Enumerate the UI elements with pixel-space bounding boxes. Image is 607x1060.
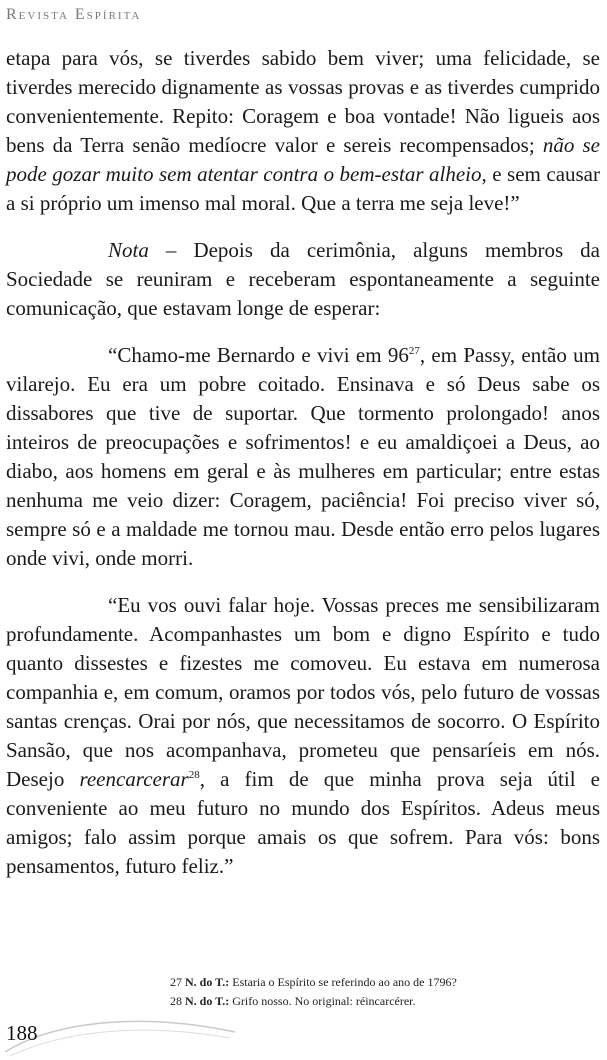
paragraph-note — [6, 236, 600, 323]
footnote-text: Estaria o Espírito se referindo ao ano de 1796? — [229, 975, 457, 989]
paragraph-message-emphasis: reencarcerar — [79, 767, 189, 791]
footnote-label: N. do T.: — [185, 994, 230, 1008]
paragraph-message-text: “Eu vos ouvi falar hoje. Vossas preces me sensibilizaram profundamente. Acompanhastes um bom e digno Espírito e tudo quanto dissestes e fizestes me comoveu. Eu estava em numerosa companhia e, em comum, oramos por todos vós, pelo futuro de vossas santas crenças. Orai por nós, que necessitamos de socorro. O Espírito Sansão, que nos acompanhava, prometeu que pensaríeis em nós. Desejo — [6, 593, 600, 791]
paragraph-bernardo-text-end: , em Passy, então um vilarejo. Eu era um pobre coitado. Ensinava e só Deus sabe os dissabores que tive de suportar. Que tormento prolongado! anos inteiros de preocupações e sofrimentos! e eu amaldiçoei a Deus, ao diabo, aos homens em geral e às mulheres em particular; entre estas nenhuma me veio dizer: Coragem, paciência! Foi preciso viver só, sempre só e a maldade me tornou mau. Desde então erro pelos lugares onde vivi, onde morri. — [6, 343, 600, 570]
footnote-ref-28[interactable]: 28 — [188, 769, 200, 781]
running-head: Revista Espírita — [6, 6, 142, 23]
paragraph-1-text: etapa para vós, se tiverdes sabido bem viver; uma felicidade, se tiverdes merecido dignamente as vossas provas e as tiverdes cumprido convenientemente. Repito: Coragem e boa vontade! Não ligueis aos bens da Terra senão medíocre valor e sereis recompensados; — [6, 46, 600, 157]
footnote-ref-27[interactable]: 27 — [408, 345, 420, 357]
body-text — [6, 44, 600, 881]
paragraph-message-text-end: , a fim de que minha prova seja útil e conveniente ao meu futuro no mundo dos Espíritos. Adeus meus amigos; falo assim porque amais os que sofrem. Para vós: bons pensamentos, futuro feliz.” — [6, 767, 600, 878]
paragraph-bernardo-text: “Chamo-me Bernardo e vivi em 96 — [108, 343, 409, 367]
footnote-number: 28 — [170, 994, 182, 1008]
paragraph-1-text-end: , e sem causar a si próprio um imenso mal moral. Que a terra me seja leve!” — [6, 162, 600, 215]
footnote-number: 27 — [170, 975, 182, 989]
page-number: 188 — [6, 1021, 38, 1045]
paragraph-message — [6, 591, 600, 881]
paragraph-1-emphasis: não se pode gozar muito sem atentar contra o bem-estar alheio — [6, 133, 600, 186]
paragraph-bernardo — [6, 341, 600, 573]
note-text: – Depois da cerimônia, alguns membros da Sociedade se reuniram e receberam espontaneamente a seguinte comunicação, que estavam longe de esperar: — [6, 238, 600, 320]
footnote-28 — [170, 992, 457, 1011]
footnote-27 — [170, 973, 457, 992]
note-label: Nota — [108, 238, 149, 262]
footnote-text: Grifo nosso. No original: réincarcérer. — [229, 994, 416, 1008]
footnote-label: N. do T.: — [185, 975, 230, 989]
footnotes — [170, 973, 457, 1011]
paragraph-1 — [6, 44, 600, 218]
